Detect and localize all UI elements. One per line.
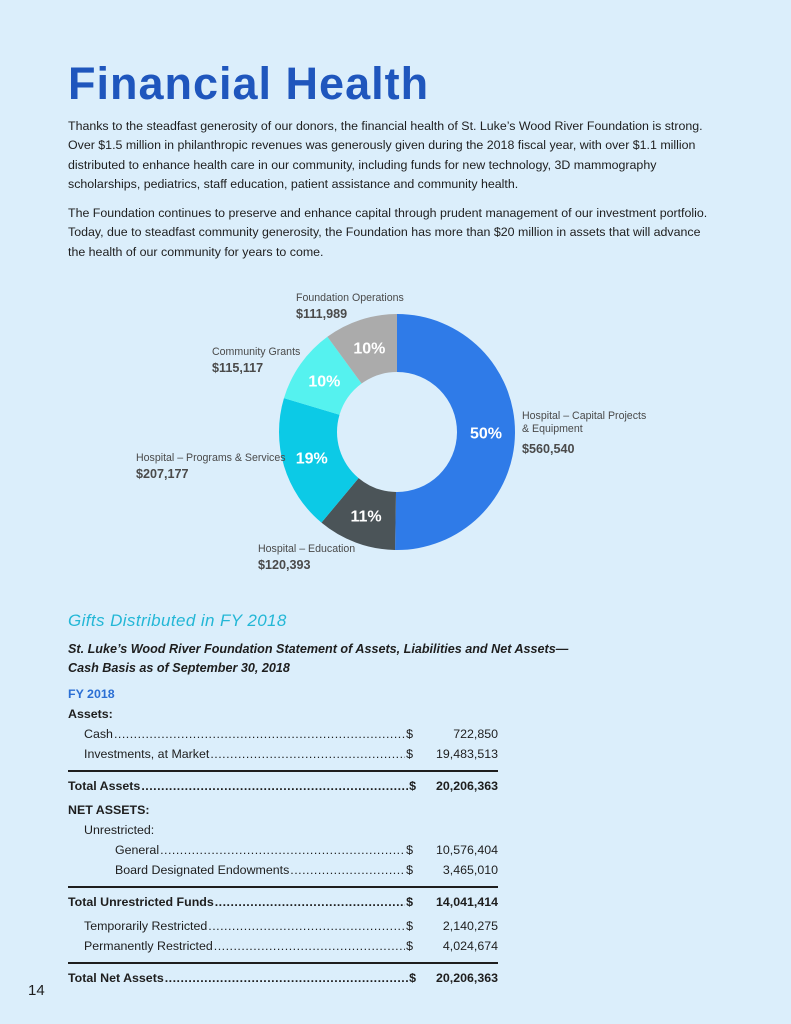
row-amount: 19,483,513 <box>435 747 498 761</box>
row-label: Total Net Assets <box>68 971 164 985</box>
row-label: Total Unrestricted Funds <box>68 895 214 909</box>
row-currency: $ <box>409 971 416 985</box>
divider <box>68 770 498 772</box>
row-amount: 2,140,275 <box>442 919 498 933</box>
row-temporarily-restricted <box>68 916 498 936</box>
row-board-designated <box>68 860 498 880</box>
row-currency: $ <box>406 895 413 909</box>
row-currency: $ <box>409 779 416 793</box>
amount-hospital-education: $120,393 <box>258 558 311 572</box>
financial-statement <box>68 704 498 988</box>
row-cash <box>68 724 498 744</box>
row-amount: 20,206,363 <box>435 779 498 793</box>
amount-foundation-operations: $111,989 <box>296 307 348 321</box>
row-amount: 722,850 <box>453 727 498 741</box>
row-total-unrestricted <box>68 892 498 912</box>
row-amount: 4,024,674 <box>442 939 498 953</box>
label-foundation-operations: Foundation Operations <box>296 292 404 304</box>
page-number: 14 <box>28 982 45 999</box>
row-amount: 3,465,010 <box>442 863 498 877</box>
row-total-assets <box>68 776 498 796</box>
statement-subtitle <box>68 640 668 677</box>
label-hospital-programs: Hospital – Programs & Services <box>136 452 286 464</box>
divider <box>68 886 498 888</box>
amount-hospital-capital: $560,540 <box>522 442 575 456</box>
unrestricted-heading: Unrestricted: <box>84 823 155 837</box>
row-amount: 14,041,414 <box>435 895 498 909</box>
row-investments <box>68 744 498 764</box>
row-permanently-restricted <box>68 936 498 956</box>
subtitle-line-1: St. Luke’s Wood River Foundation Statement of Assets, Liabilities and Net Assets— <box>68 642 569 656</box>
row-currency: $ <box>406 727 413 741</box>
row-general <box>68 840 498 860</box>
slice-percent-label: 10% <box>308 373 341 391</box>
row-currency: $ <box>406 747 413 761</box>
row-total-net-assets <box>68 968 498 988</box>
row-label: Permanently Restricted <box>84 939 213 953</box>
slice-percent-label: 50% <box>469 425 503 443</box>
row-label: Investments, at Market <box>84 747 210 761</box>
row-amount: 10,576,404 <box>435 843 498 857</box>
row-label: Temporarily Restricted <box>84 919 208 933</box>
assets-heading: Assets: <box>68 707 113 721</box>
label-hospital-education: Hospital – Education <box>258 543 356 555</box>
label-hospital-capital: Hospital – Capital Projects & Equipment <box>522 410 647 435</box>
divider <box>68 962 498 964</box>
row-currency: $ <box>406 843 413 857</box>
slice-percent-label: 10% <box>353 340 386 358</box>
label-community-grants: Community Grants <box>212 346 301 358</box>
row-currency: $ <box>406 919 413 933</box>
row-currency: $ <box>406 939 413 953</box>
section-title: Gifts Distributed in FY 2018 <box>68 611 287 630</box>
capital-paragraph: The Foundation continues to preserve and enhance capital through prudent management of our investment portfolio. Today, due to steadfast community generosity, the Foundation has more than $20 million in assets that will advance the health of our community for years to come. <box>68 206 708 259</box>
slice-percent-label: 11% <box>350 508 382 526</box>
slice-percent-label: 19% <box>295 450 328 468</box>
amount-hospital-programs: $207,177 <box>136 467 189 481</box>
row-label: Total Assets <box>68 779 141 793</box>
row-label: Board Designated Endowments <box>115 863 290 877</box>
amount-community-grants: $115,117 <box>212 361 264 375</box>
row-currency: $ <box>406 863 413 877</box>
subtitle-line-2: Cash Basis as of September 30, 2018 <box>68 660 290 675</box>
gifts-donut-chart <box>0 280 791 600</box>
row-label: General <box>115 843 160 857</box>
row-amount: 20,206,363 <box>435 971 498 985</box>
page-title: Financial Health <box>68 58 430 109</box>
net-assets-heading: NET ASSETS: <box>68 803 150 817</box>
fiscal-year-label: FY 2018 <box>68 687 115 701</box>
intro-paragraph: Thanks to the steadfast generosity of our donors, the financial health of St. Luke’s Wood River Foundation is strong. Over $1.5 million in philanthropic revenues was generously given during the 2018 fiscal year, with over $1.1 million distributed to enhance health care in our community, including funds for new technology, 3D mammography scholarships, pediatrics, staff education, patient assistance and community health. <box>68 119 703 191</box>
row-label: Cash <box>84 727 113 741</box>
